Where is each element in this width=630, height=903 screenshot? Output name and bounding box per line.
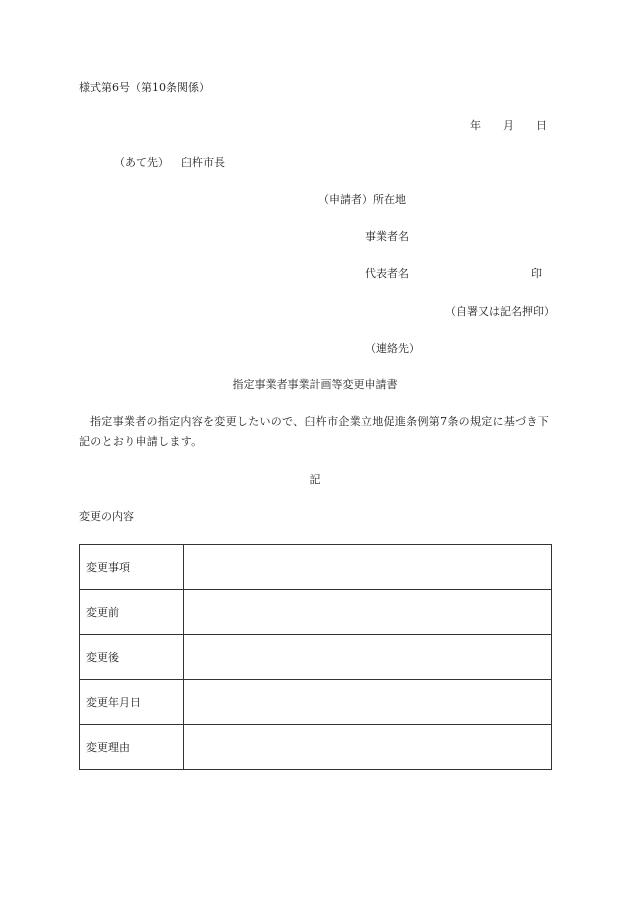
table-row	[80, 635, 552, 680]
row-label: 変更後	[80, 635, 184, 680]
date-line	[470, 119, 547, 133]
contact-label: （連絡先）	[365, 342, 420, 355]
table-row	[80, 590, 552, 635]
addressee	[114, 156, 225, 170]
addressee-prefix: （あて先）	[114, 156, 169, 169]
ki-heading: 記	[309, 473, 321, 486]
table-row	[80, 680, 552, 725]
row-value[interactable]	[184, 545, 552, 590]
row-value[interactable]	[184, 725, 552, 770]
row-label: 変更事項	[80, 545, 184, 590]
addressee-name: 臼杵市長	[181, 156, 225, 169]
document-title: 指定事業者事業計画等変更申請書	[232, 378, 398, 391]
applicant-address-label: （申請者）所在地	[318, 193, 406, 206]
body-text: 指定事業者の指定内容を変更したいので、臼杵市企業立地促進条例第7条の規定に基づき下記のとおり申請します。	[79, 415, 550, 448]
date-day-label: 日	[536, 119, 547, 132]
form-number: 様式第6号（第10条関係）	[79, 81, 210, 94]
date-month-label: 月	[503, 119, 514, 132]
table-row	[80, 725, 552, 770]
row-label: 変更年月日	[80, 680, 184, 725]
row-label: 変更前	[80, 590, 184, 635]
representative-label: 代表者名	[365, 267, 409, 280]
table-row	[80, 545, 552, 590]
seal-label: 印	[531, 267, 542, 280]
row-value[interactable]	[184, 680, 552, 725]
business-name-label: 事業者名	[365, 230, 409, 243]
row-value[interactable]	[184, 590, 552, 635]
section-label: 変更の内容	[79, 510, 134, 523]
changes-table	[79, 544, 552, 770]
row-value[interactable]	[184, 635, 552, 680]
date-year-label: 年	[470, 119, 481, 132]
sign-note: （自署又は記名押印）	[445, 305, 555, 318]
row-label: 変更理由	[80, 725, 184, 770]
